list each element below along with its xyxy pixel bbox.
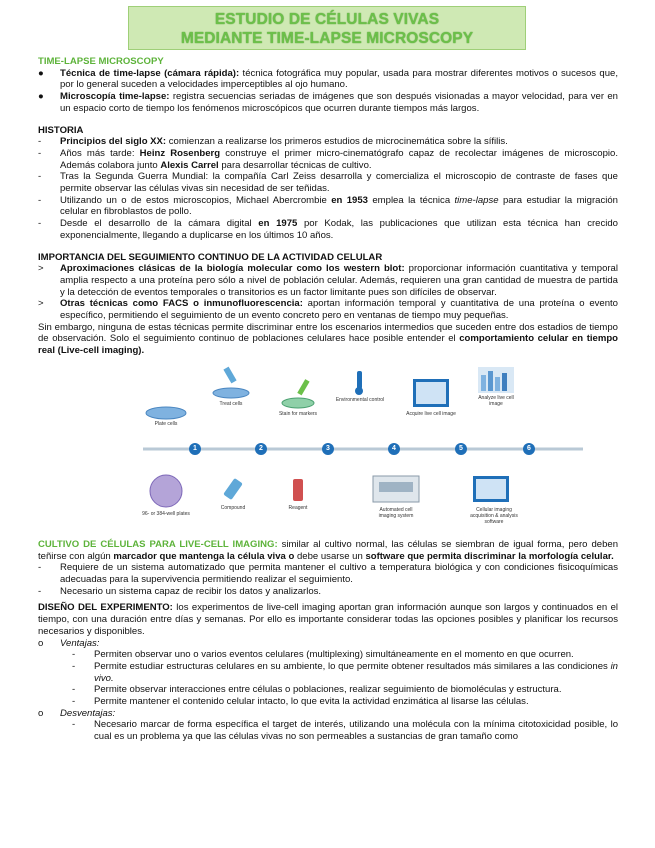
year: en 1953 bbox=[331, 194, 368, 206]
item-text: Años más tarde: bbox=[60, 147, 140, 159]
item-text: Permite mantener el contenido celular intacto, lo que evita la actividad enzimática al lisarse las células. bbox=[94, 696, 529, 708]
item-text: para estudiar la migración celular en fibroblastos de pollo. bbox=[60, 194, 618, 218]
list-item bbox=[38, 298, 618, 321]
italic-term: time-lapse bbox=[454, 194, 499, 206]
step-number: 1 bbox=[189, 443, 201, 455]
section-heading-importancia: IMPORTANCIA DEL SEGUIMIENTO CONTINUO DE LA ACTIVIDAD CELULAR bbox=[38, 251, 383, 263]
list-item bbox=[38, 719, 618, 742]
list-item bbox=[38, 586, 618, 598]
list-item bbox=[38, 562, 618, 585]
emphasis: software que permita discriminar la morfología celular. bbox=[365, 550, 614, 562]
item-text: Necesario marcar de forma específica el target de interés, utilizando una molécula con la mínima citotoxicidad posible, lo cual es un problema ya que las células vivas no son permeables a sustancias de gran tamaño como bbox=[94, 719, 618, 743]
arrow-marker: > bbox=[38, 263, 44, 275]
section-heading-tlm: TIME-LAPSE MICROSCOPY bbox=[38, 56, 164, 67]
figure-label: 96- or 384-well plates bbox=[142, 510, 190, 517]
document-body bbox=[38, 56, 618, 743]
figure-label: Environmental control bbox=[335, 396, 385, 403]
figure-label: Cellular imaging acquisition & analysis software bbox=[470, 506, 518, 525]
list-item bbox=[38, 708, 618, 720]
paragraph bbox=[38, 322, 618, 357]
year: en 1975 bbox=[258, 218, 298, 230]
section-heading-historia: HISTORIA bbox=[38, 124, 84, 136]
section-heading-diseno: DISEÑO DEL EXPERIMENTO: bbox=[38, 602, 173, 614]
sub-heading: Ventajas: bbox=[60, 637, 100, 649]
dash-marker: - bbox=[72, 660, 76, 672]
italic-term: in vivo. bbox=[94, 660, 618, 684]
dash-marker: - bbox=[72, 684, 76, 696]
item-text: aportan información temporal y cuantitativa de una proteína o evento específico, permitiendo el seguimiento de un evento concreto pero en ventanas de tiempo muy pequeñas. bbox=[60, 298, 618, 322]
item-text: para desarrollar técnicas de cultivo. bbox=[218, 159, 372, 171]
item-text: por Kodak, las publicaciones que utilizan esta técnica han crecido exponencialmente, llegando a duplicarse en los últimos 10 años. bbox=[60, 218, 618, 241]
item-text: técnica fotográfica muy popular, usada para mostrar diferentes motivos o sucesos que, por lo general suceden a velocidades imperceptibles al ojo humano. bbox=[60, 67, 619, 91]
section-heading-cultivo: CULTIVO DE CÉLULAS PARA LIVE-CELL IMAGING: bbox=[38, 538, 278, 550]
dash-marker: - bbox=[72, 649, 76, 661]
dash-marker: - bbox=[72, 719, 76, 731]
step-number: 6 bbox=[523, 443, 535, 455]
dash-marker: - bbox=[38, 147, 42, 159]
figure-label: Reagent bbox=[288, 504, 308, 511]
item-text: emplea la técnica bbox=[367, 194, 455, 206]
item-text: Permiten observar uno o varios eventos celulares (multiplexing) simultáneamente en el momento en que ocurren. bbox=[94, 649, 574, 661]
dash-marker: - bbox=[38, 136, 42, 148]
title-line-1: ESTUDIO DE CÉLULAS VIVAS bbox=[214, 11, 440, 28]
dash-marker: - bbox=[72, 696, 76, 708]
dash-marker: - bbox=[38, 218, 42, 230]
figure-label: Acquire live cell image bbox=[406, 410, 456, 417]
item-text: Utilizando un o de estos microscopios, Michael Abercrombie bbox=[60, 194, 332, 206]
emphasis: marcador que mantenga la célula viva o bbox=[113, 550, 295, 562]
list-item bbox=[38, 696, 618, 708]
bullet-marker: ● bbox=[38, 67, 44, 79]
emphasis: comportamiento celular en tiempo real (Live-cell imaging). bbox=[38, 333, 618, 357]
item-text: Tras la Segunda Guerra Mundial: la compañía Carl Zeiss desarrolla y comercializa el microscopio de contraste de fases que permite observar las células vivas sin necesidad de ser teñidas. bbox=[60, 171, 618, 195]
step-number: 3 bbox=[322, 443, 334, 455]
list-item bbox=[38, 263, 618, 298]
list-item bbox=[38, 684, 618, 696]
paragraph-text: similar al cultivo normal, las células se siembran de igual forma, pero deben teñirse con algún bbox=[38, 538, 619, 562]
title-banner bbox=[128, 6, 526, 50]
person-name: Alexis Carrel bbox=[160, 159, 219, 171]
list-item bbox=[38, 649, 618, 661]
item-text: Desde el desarrollo de la cámara digital bbox=[60, 218, 259, 230]
item-text: construye el primer micro-cinematógrafo capaz de recolectar imágenes de microscopio. Además colabora junto bbox=[60, 147, 618, 171]
paragraph-text: los experimentos de live-cell imaging aportan gran información aunque son largos y continuados en el tiempo, con una duración entre días y semanas. Por ello es importante considerar todas las opciones posibles y planificar los recursos necesarios y disponibles. bbox=[38, 602, 619, 637]
live-cell-workflow-figure bbox=[133, 361, 633, 539]
circle-marker: o bbox=[38, 707, 44, 719]
item-text: comienzan a realizarse los primeros estudios de microcinemática sobre la sífilis. bbox=[166, 136, 508, 148]
term: Otras técnicas como FACS o inmunofluorescencia: bbox=[60, 298, 303, 310]
list-item bbox=[38, 195, 618, 218]
list-item bbox=[38, 218, 618, 241]
step-number: 4 bbox=[388, 443, 400, 455]
item-text: Permite estudiar estructuras celulares en su ambiente, lo que permite obtener resultados más similares a las condiciones bbox=[94, 660, 611, 672]
list-item bbox=[38, 68, 618, 91]
title-line-2: MEDIANTE TIME-LAPSE MICROSCOPY bbox=[180, 30, 474, 47]
list-item bbox=[38, 661, 618, 684]
dash-marker: - bbox=[38, 585, 42, 597]
list-item bbox=[38, 148, 618, 171]
paragraph-text: Sin embargo, ninguna de estas técnicas permite discriminar entre los escenarios intermedios que suceden entre dos estadios de tiempo de observación. Solo el seguimiento continuo de poblaciones celulares hace posible entender el bbox=[38, 321, 618, 345]
figure-label: Plate cells bbox=[154, 420, 178, 427]
figure-label: Analyze live cell image bbox=[478, 394, 514, 407]
item-text: Permite observar interacciones entre células o poblaciones, realizar seguimiento de biomoléculas y estructura. bbox=[94, 684, 562, 696]
arrow-marker: > bbox=[38, 298, 44, 310]
paragraph bbox=[38, 539, 618, 562]
list-item bbox=[38, 638, 618, 650]
figure-label: Stain for markers bbox=[278, 410, 318, 417]
paragraph-text: debe usarse un bbox=[294, 550, 366, 562]
list-item bbox=[38, 171, 618, 194]
figure-label: Compound bbox=[220, 504, 246, 511]
item-text: registra secuencias seriadas de imágenes que son después visionadas a mayor velocidad, para ver en un espacio corto de tiempo los fenómenos microscópicos que ocurren durante tiempos más largos. bbox=[60, 91, 618, 114]
item-text: proporcionar información cuantitativa y temporal amplia respecto a una proteína pero sólo a nivel de población celular. Además, requieren una gran cantidad de muestra de partida y la detección de eventos temporales o transitorios es un factor limitante pues son difíciles de observar. bbox=[60, 263, 618, 298]
bullet-marker: ● bbox=[38, 91, 44, 103]
term: Microscopía time-lapse: bbox=[60, 91, 170, 103]
dash-marker: - bbox=[38, 194, 42, 206]
circle-marker: o bbox=[38, 637, 44, 649]
figure-label: Automated cell imaging system bbox=[378, 506, 414, 519]
term: Aproximaciones clásicas de la biología molecular como los western blot: bbox=[60, 263, 405, 275]
person-name: Heinz Rosenberg bbox=[139, 147, 221, 159]
dash-marker: - bbox=[38, 562, 42, 574]
sub-heading: Desventajas: bbox=[60, 707, 116, 719]
paragraph bbox=[38, 602, 618, 637]
item-text: Necesario un sistema capaz de recibir los datos y analizarlos. bbox=[60, 585, 322, 597]
term: Principios del siglo XX: bbox=[60, 136, 167, 148]
list-item bbox=[38, 91, 618, 114]
term: Técnica de time-lapse (cámara rápida): bbox=[60, 67, 240, 79]
item-text: Requiere de un sistema automatizado que permita mantener el cultivo a temperatura biológica y con condiciones fisicoquímicas adecuadas para la supervivencia permitiendo realizar el seguimiento. bbox=[60, 562, 618, 585]
dash-marker: - bbox=[38, 171, 42, 183]
figure-label: Treat cells bbox=[219, 400, 243, 407]
step-number: 5 bbox=[455, 443, 467, 455]
list-item bbox=[38, 136, 618, 148]
step-number: 2 bbox=[255, 443, 267, 455]
